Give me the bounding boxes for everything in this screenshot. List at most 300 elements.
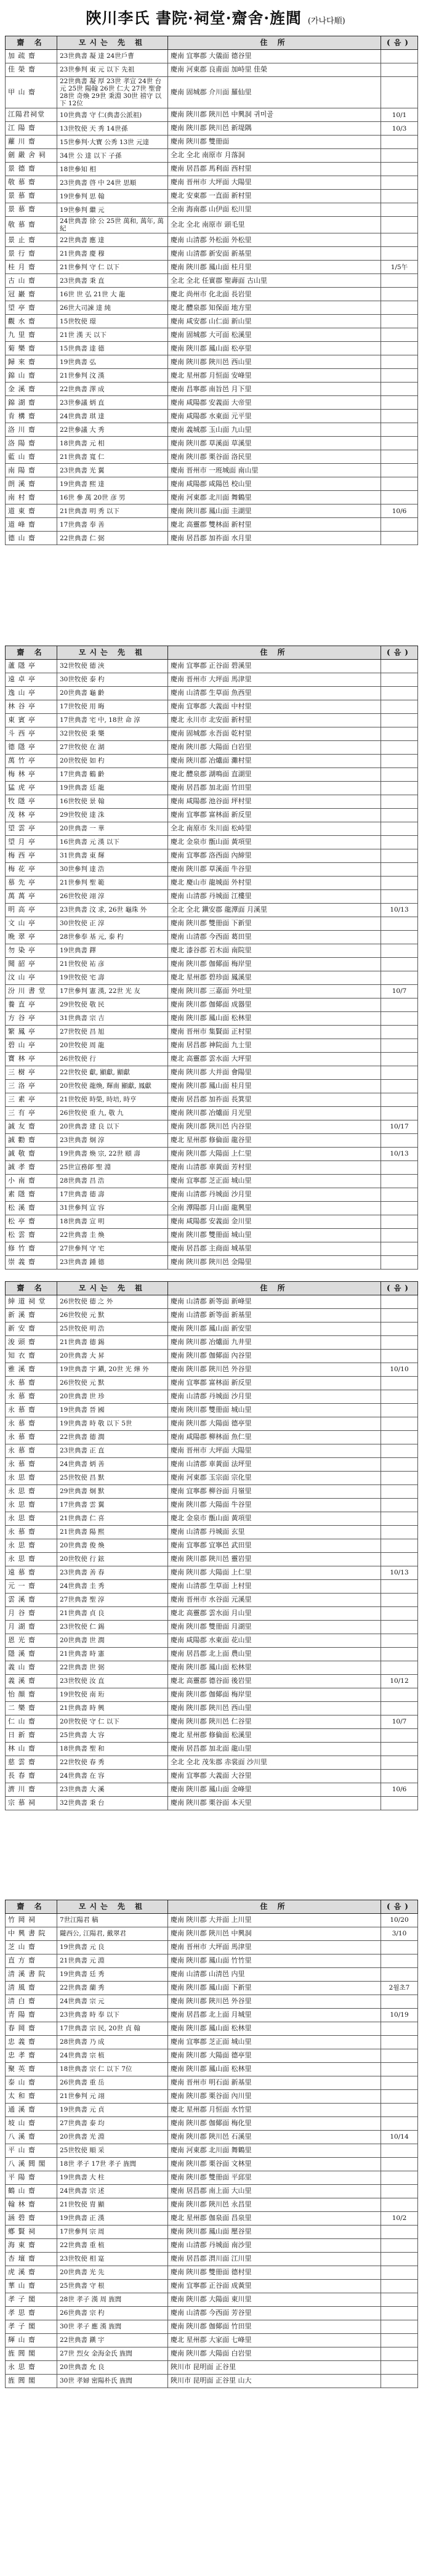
- ritual-date-cell: [381, 1797, 418, 1810]
- shrine-name-cell: 金 溪 齋: [6, 383, 57, 396]
- address-cell: 慶南 宜寧郡 大義面 大谷里: [168, 1770, 381, 1783]
- table-row: [6, 233, 418, 247]
- shrine-name-cell: 宗 慕 祠: [6, 1797, 57, 1810]
- ritual-date-cell: [381, 1093, 418, 1107]
- enshrined-ancestor-cell: 30世 孝子 應 漢 旌閭: [57, 2320, 168, 2334]
- header-name: 齋 名: [6, 1900, 57, 1914]
- ritual-date-cell: [381, 1242, 418, 1256]
- table-row: [6, 1322, 418, 1336]
- enshrined-ancestor-cell: 隴西公, 江陽君, 戴翠君: [57, 1927, 168, 1941]
- header-date: (음): [381, 646, 418, 660]
- ritual-date-cell: [381, 2090, 418, 2104]
- enshrined-ancestor-cell: 17世典書 德 壽: [57, 1188, 168, 1202]
- address-cell: 慶南 陜川郡 陜川邑 外谷里: [168, 1363, 381, 1377]
- ritual-date-cell: [381, 1188, 418, 1202]
- enshrined-ancestor-cell: 15世牧使 璟: [57, 315, 168, 328]
- table-row: [6, 1417, 418, 1431]
- table-row: [6, 944, 418, 958]
- shrine-name-cell: 孝 子 閣: [6, 2320, 57, 2334]
- shrine-name-cell: 江 陽 齋: [6, 122, 57, 136]
- enshrined-ancestor-cell: 21世牧使 祐 彦: [57, 958, 168, 971]
- enshrined-ancestor-cell: 23世典書 正 直: [57, 1444, 168, 1458]
- ritual-date-cell: [381, 2158, 418, 2171]
- table-row: [6, 1444, 418, 1458]
- shrine-name-cell: 永 慕 齋: [6, 1444, 57, 1458]
- ritual-date-cell: [381, 2076, 418, 2090]
- address-cell: 慶北 漆谷郡 若木面 南院里: [168, 944, 381, 958]
- table-row: [6, 504, 418, 518]
- address-cell: 慶南 晋州市 大坪面 大陽里: [168, 176, 381, 190]
- enshrined-ancestor-cell: 27世典書 聖 淳: [57, 1594, 168, 1607]
- shrine-name-cell: 牧 隱 亭: [6, 795, 57, 809]
- enshrined-ancestor-cell: 21世牧使 時榮, 時培, 時亨: [57, 1093, 168, 1107]
- shrine-name-cell: 繁 鳳 亭: [6, 1026, 57, 1039]
- enshrined-ancestor-cell: 23世典書 凝 達 24世戶曹: [57, 50, 168, 63]
- table-row: [6, 2320, 418, 2334]
- shrine-name-cell: 永 思 齋: [6, 1553, 57, 1566]
- enshrined-ancestor-cell: 21世 漢 天 以下: [57, 328, 168, 342]
- shrine-name-cell: 坡 山 齋: [6, 2117, 57, 2131]
- shrine-name-cell: 雅 溪 齋: [6, 1363, 57, 1377]
- header-location: 住 所: [168, 1900, 381, 1914]
- enshrined-ancestor-cell: 20世典書 光 先: [57, 2266, 168, 2280]
- enshrined-ancestor-cell: 18世典書 宗 仁 以下 7位: [57, 2063, 168, 2076]
- shrine-name-cell: 平 山 齋: [6, 2144, 57, 2158]
- table-row: [6, 755, 418, 768]
- ritual-date-cell: [381, 1322, 418, 1336]
- shrine-name-cell: 誠 友 齋: [6, 1120, 57, 1134]
- ritual-date-cell: [381, 1107, 418, 1120]
- table-row: [6, 355, 418, 369]
- shrine-name-cell: 錦 湖 齋: [6, 396, 57, 410]
- ritual-date-cell: [381, 2226, 418, 2239]
- enshrined-ancestor-cell: 25世牧使 昌 默: [57, 1472, 168, 1485]
- table-row: [6, 2334, 418, 2347]
- table-row: [6, 1336, 418, 1350]
- table-row: [6, 2009, 418, 2022]
- header-date: (음): [381, 1282, 418, 1295]
- table-row: [6, 1783, 418, 1797]
- shrine-name-cell: 勿 染 亭: [6, 944, 57, 958]
- enshrined-ancestor-cell: 27世牧使 昌 旭: [57, 1026, 168, 1039]
- enshrined-ancestor-cell: 19世典書 廷 龍: [57, 782, 168, 795]
- table-row: [6, 2266, 418, 2280]
- enshrined-ancestor-cell: 23世參判 東 元 以下 先祖: [57, 63, 168, 77]
- ritual-date-cell: [381, 532, 418, 545]
- shrine-name-cell: 明 高 亭: [6, 904, 57, 917]
- ritual-date-cell: [381, 863, 418, 877]
- address-cell: 慶南 宜寧郡 正谷面 碧溪里: [168, 660, 381, 673]
- enshrined-ancestor-cell: 23世典書 汶 求, 26世 龜珠 外: [57, 904, 168, 917]
- ritual-date-cell: [381, 1580, 418, 1594]
- shrine-name-cell: 汾 川 書 堂: [6, 985, 57, 998]
- enshrined-ancestor-cell: 19世典書 廷 秀: [57, 1968, 168, 1982]
- address-cell: 慶南 居昌郡 北上面 月城里: [168, 2009, 381, 2022]
- table-row: [6, 1053, 418, 1066]
- ritual-date-cell: [381, 2375, 418, 2388]
- table-row: [6, 727, 418, 741]
- address-cell: 慶南 咸陽郡 水東面 元平里: [168, 410, 381, 423]
- enshrined-ancestor-cell: 21世典書 明 秀 以下: [57, 504, 168, 518]
- address-cell: 慶南 咸陽郡 咸陽邑 校山里: [168, 477, 381, 491]
- enshrined-ancestor-cell: 22世典書 應 達: [57, 233, 168, 247]
- ritual-date-cell: [381, 1039, 418, 1053]
- address-cell: 慶南 山清郡 丹城面 江樓里: [168, 890, 381, 904]
- enshrined-ancestor-cell: 31世典書 東 輝: [57, 849, 168, 863]
- table-row: [6, 2063, 418, 2076]
- table-row: [6, 190, 418, 203]
- ritual-date-cell: [381, 301, 418, 315]
- table-row: [6, 998, 418, 1012]
- ritual-date-cell: [381, 1634, 418, 1648]
- table-row: [6, 849, 418, 863]
- enshrined-ancestor-cell: 27世 烈女 金海金氏 旌閭: [57, 2347, 168, 2361]
- address-cell: 慶南 固城郡 永吾面 乾村里: [168, 727, 381, 741]
- address-cell: 慶南 陜川郡 陜川邑 中興洞: [168, 1927, 381, 1941]
- page-title-note: (가나다順): [307, 17, 345, 26]
- enshrined-ancestor-cell: 21世典書 貞 良: [57, 1607, 168, 1621]
- shrine-name-cell: 敬 慕 齋: [6, 217, 57, 233]
- enshrined-ancestor-cell: 23世典書 炯 淳: [57, 1134, 168, 1148]
- ritual-date-cell: [381, 477, 418, 491]
- enshrined-ancestor-cell: 23世典書 善 春: [57, 1566, 168, 1580]
- enshrined-ancestor-cell: 13世牧使 天 秀 14世孫: [57, 122, 168, 136]
- enshrined-ancestor-cell: 32世牧使 秉 樂: [57, 727, 168, 741]
- address-cell: 慶南 山清郡 生草面 上村里: [168, 1580, 381, 1594]
- ritual-date-cell: [381, 958, 418, 971]
- ritual-date-cell: [381, 1661, 418, 1675]
- address-cell: 慶南 陜川郡 伽倻面 內谷里: [168, 1350, 381, 1363]
- ritual-date-cell: 10/10: [381, 1363, 418, 1377]
- address-cell: 慶南 陜川郡 陜川邑 石溪里: [168, 2131, 381, 2144]
- shrine-name-cell: 三 有 亭: [6, 1107, 57, 1120]
- table-row: [6, 328, 418, 342]
- ritual-date-cell: [381, 1161, 418, 1175]
- ritual-date-cell: [381, 1080, 418, 1093]
- shrine-name-cell: 月 谷 齋: [6, 1607, 57, 1621]
- ritual-date-cell: [381, 1336, 418, 1350]
- enshrined-ancestor-cell: 24世典書 宗 元: [57, 1995, 168, 2009]
- address-cell: 慶北 高靈郡 雙林面 新村里: [168, 518, 381, 532]
- shrine-name-cell: 東 賓 亭: [6, 714, 57, 727]
- ritual-date-cell: [381, 1256, 418, 1270]
- table-row: [6, 2280, 418, 2293]
- address-cell: 全北 全北 茂朱郡 赤裳面 沙川里: [168, 1756, 381, 1770]
- enshrined-ancestor-cell: 10世典書 守 仁(典書公派祖): [57, 108, 168, 122]
- shrine-name-cell: 新 安 齋: [6, 1322, 57, 1336]
- enshrined-ancestor-cell: 19世典書 鐸: [57, 944, 168, 958]
- shrine-name-cell: 永 慕 齋: [6, 1458, 57, 1472]
- header-location: 住 所: [168, 36, 381, 50]
- enshrined-ancestor-cell: 28世參奉 基 元, 泰 杓: [57, 931, 168, 944]
- enshrined-ancestor-cell: 20世典書 一 華: [57, 822, 168, 836]
- shrine-name-cell: 三 素 亭: [6, 1093, 57, 1107]
- ritual-date-cell: [381, 2239, 418, 2253]
- shrine-name-cell: 修 竹 齋: [6, 1242, 57, 1256]
- address-cell: 慶南 陜川郡 冶爐面 月光里: [168, 1107, 381, 1120]
- table-row: [6, 2036, 418, 2049]
- enshrined-ancestor-cell: 20世典書 允 良: [57, 2361, 168, 2375]
- shrine-name-cell: 中 興 書 院: [6, 1927, 57, 1941]
- ritual-date-cell: [381, 2334, 418, 2347]
- ritual-date-cell: [381, 1444, 418, 1458]
- shrine-name-cell: 遠 慕 齋: [6, 1566, 57, 1580]
- enshrined-ancestor-cell: 22世典書 德 潤: [57, 1431, 168, 1444]
- table-row: [6, 1743, 418, 1756]
- address-cell: 慶北 醴泉郡 知保面 地方里: [168, 301, 381, 315]
- shrine-name-cell: 斗 西 亭: [6, 727, 57, 741]
- enshrined-ancestor-cell: 26世牧使 元 默: [57, 1377, 168, 1390]
- address-cell: 慶南 咸陽郡 池谷面 坪村里: [168, 795, 381, 809]
- shrine-name-cell: 二 樂 齋: [6, 1702, 57, 1715]
- enshrined-ancestor-cell: 29世牧使 達 洙: [57, 809, 168, 822]
- ritual-date-cell: [381, 2253, 418, 2266]
- address-cell: 慶南 山清郡 新等面 新基里: [168, 1309, 381, 1322]
- shrine-name-cell: 錦 山 齋: [6, 369, 57, 383]
- table-row: [6, 1404, 418, 1417]
- shrine-name-cell: 誠 敬 齋: [6, 1148, 57, 1161]
- enshrined-ancestor-cell: 34世 公 達 以下 子孫: [57, 149, 168, 163]
- address-cell: 慶南 宜寧郡 富林面 新反里: [168, 809, 381, 822]
- shrine-name-cell: 太 和 齋: [6, 2090, 57, 2104]
- ritual-date-cell: [381, 1688, 418, 1702]
- shrine-name-cell: 寶 林 亭: [6, 1053, 57, 1066]
- shrine-name-cell: 景 慕 齋: [6, 203, 57, 217]
- ritual-date-cell: [381, 836, 418, 849]
- enshrined-ancestor-cell: 20世牧使 龍煥, 輝南 顯獻, 鳳獻: [57, 1080, 168, 1093]
- enshrined-ancestor-cell: 29世牧使 敬 民: [57, 998, 168, 1012]
- shrine-name-cell: 崇 義 齋: [6, 1256, 57, 1270]
- shrine-name-cell: 怡 顔 齋: [6, 1688, 57, 1702]
- address-cell: 慶南 陜川郡 鳳山面 松亭里: [168, 342, 381, 355]
- shrine-name-cell: 義 山 齋: [6, 1661, 57, 1675]
- address-cell: 慶南 陜川郡 大陽面 上仁里: [168, 1566, 381, 1580]
- ritual-date-cell: 10/13: [381, 1148, 418, 1161]
- ritual-date-cell: [381, 809, 418, 822]
- enshrined-ancestor-cell: 21世典書 德 錫: [57, 1336, 168, 1350]
- enshrined-ancestor-cell: 16世典書 元 漢 以下: [57, 836, 168, 849]
- ritual-date-cell: [381, 1743, 418, 1756]
- address-cell: 慶南 宜寧郡 宜寧邑 武田里: [168, 1539, 381, 1553]
- address-cell: 全南 海南郡 山伊面 松川里: [168, 203, 381, 217]
- enshrined-ancestor-cell: 19世典書 元 良: [57, 1941, 168, 1954]
- shrine-name-cell: 知 衣 齋: [6, 1350, 57, 1363]
- ritual-date-cell: [381, 1053, 418, 1066]
- ritual-date-cell: [381, 971, 418, 985]
- address-cell: 慶南 陜川郡 伽倻面 竹田里: [168, 2320, 381, 2334]
- ritual-date-cell: 10/7: [381, 985, 418, 998]
- enshrined-ancestor-cell: 20世牧使 行 鉉: [57, 1553, 168, 1566]
- ritual-date-cell: [381, 190, 418, 203]
- table-row: [6, 1995, 418, 2009]
- shrine-name-cell: 梅 花 亭: [6, 863, 57, 877]
- shrine-name-cell: 元 一 齋: [6, 1580, 57, 1594]
- table-row: [6, 2253, 418, 2266]
- shrine-name-cell: 永 慕 齋: [6, 1390, 57, 1404]
- address-cell: 慶南 陜川郡 雙冊面 德村里: [168, 2266, 381, 2280]
- enshrined-ancestor-cell: 27世參判 守 宅: [57, 1242, 168, 1256]
- address-cell: 慶南 陜川郡 雙冊面 城山里: [168, 1229, 381, 1242]
- table-row: [6, 1526, 418, 1539]
- address-cell: 慶南 山清郡 今西面 葛田里: [168, 931, 381, 944]
- shrine-name-cell: 忠 義 齋: [6, 2036, 57, 2049]
- table-row: [6, 1134, 418, 1148]
- shrine-name-cell: 晩 翠 亭: [6, 931, 57, 944]
- address-cell: 慶南 陜川郡 鳳山面 竹竹里: [168, 1954, 381, 1968]
- enshrined-ancestor-cell: 25世宣務郞 聖 淵: [57, 1161, 168, 1175]
- enshrined-ancestor-cell: 24世典書 宗 植: [57, 2049, 168, 2063]
- address-cell: 慶南 陜川郡 栗谷面 洛民里: [168, 450, 381, 464]
- page-title-text: 陜川李氏 書院·祠堂·齋舍·旌閭: [86, 9, 302, 27]
- address-cell: 慶南 山清郡 外松面 外松里: [168, 233, 381, 247]
- table-row: [6, 2076, 418, 2090]
- enshrined-ancestor-cell: 25世牧使 順 采: [57, 2144, 168, 2158]
- shrine-name-cell: 新 溪 齋: [6, 1309, 57, 1322]
- table-row: [6, 1012, 418, 1026]
- address-cell: 慶南 陜川郡 雙冊面 平邱里: [168, 2171, 381, 2185]
- enshrined-ancestor-cell: 18世 孝子 17世 孝子 旌閭: [57, 2158, 168, 2171]
- enshrined-ancestor-cell: 22世典書 世 弼: [57, 1661, 168, 1675]
- enshrined-ancestor-cell: 30世牧使 正 淳: [57, 917, 168, 931]
- ritual-date-cell: [381, 2307, 418, 2320]
- ritual-date-cell: [381, 491, 418, 504]
- table-row: [6, 1621, 418, 1634]
- enshrined-ancestor-cell: 24世典書 在 容: [57, 1770, 168, 1783]
- shrine-name-cell: 景 慕 齋: [6, 190, 57, 203]
- address-cell: 慶北 尚州市 化北面 長岩里: [168, 288, 381, 301]
- ritual-date-cell: [381, 768, 418, 782]
- ritual-date-cell: [381, 1417, 418, 1431]
- table-row: [6, 2131, 418, 2144]
- ritual-date-cell: [381, 2022, 418, 2036]
- ritual-date-cell: [381, 2361, 418, 2375]
- enshrined-ancestor-cell: 18世典書 聖 和: [57, 1743, 168, 1756]
- shrine-name-cell: 茂 林 亭: [6, 809, 57, 822]
- address-cell: 慶南 固城郡 介川面 羅仙里: [168, 77, 381, 108]
- shrine-name-cell: 素 隱 齋: [6, 1188, 57, 1202]
- table-row: [6, 917, 418, 931]
- enshrined-ancestor-cell: 19世牧使 南 珩: [57, 1688, 168, 1702]
- table-row: [6, 1968, 418, 1982]
- shrine-name-cell: 望 月 亭: [6, 836, 57, 849]
- shrine-name-cell: 德 山 齋: [6, 532, 57, 545]
- ritual-date-cell: [381, 660, 418, 673]
- shrine-name-cell: 隱 溪 齋: [6, 1648, 57, 1661]
- enshrined-ancestor-cell: 24世典書 宗 述: [57, 2185, 168, 2198]
- address-cell: 慶南 晋州市 水谷面 元溪里: [168, 1594, 381, 1607]
- ritual-date-cell: [381, 1621, 418, 1634]
- table-row: [6, 782, 418, 795]
- address-cell: 慶北 星州郡 月恒面 安峰里: [168, 369, 381, 383]
- enshrined-ancestor-cell: 23世典書 時 奉 以下: [57, 2009, 168, 2022]
- table-row: [6, 2117, 418, 2131]
- ritual-date-cell: [381, 1648, 418, 1661]
- address-cell: 慶南 陜川郡 大陽面 德亭里: [168, 2049, 381, 2063]
- table-row: [6, 1702, 418, 1715]
- ritual-date-cell: [381, 203, 418, 217]
- enshrined-ancestor-cell: 21世牧使 胄 顯: [57, 2198, 168, 2212]
- shrine-name-cell: 林 谷 亭: [6, 700, 57, 714]
- ritual-date-cell: [381, 396, 418, 410]
- shrine-name-cell: 永 思 齋: [6, 1485, 57, 1499]
- header-enshrined: 모시는 先 祖: [57, 36, 168, 50]
- shrine-name-cell: 佳 榮 齋: [6, 63, 57, 77]
- shrine-name-cell: 雲 溪 齋: [6, 1594, 57, 1607]
- shrine-name-cell: 八 溪 齋: [6, 2131, 57, 2144]
- shrine-name-cell: 道 峰 齋: [6, 518, 57, 532]
- address-cell: 慶南 陜川郡 鳳山面 金峰里: [168, 1783, 381, 1797]
- ritual-date-cell: [381, 2036, 418, 2049]
- address-cell: 慶南 陜川郡 陜川邑 靈岩里: [168, 1553, 381, 1566]
- address-cell: 慶南 宜寧郡 大義面 中村里: [168, 700, 381, 714]
- ritual-date-cell: [381, 998, 418, 1012]
- address-cell: 慶南 山清郡 丹城面 玄里: [168, 1526, 381, 1539]
- table-header-row: [6, 1282, 418, 1295]
- ritual-date-cell: [381, 50, 418, 63]
- shrine-name-cell: 松 亭 齋: [6, 1215, 57, 1229]
- ritual-date-cell: [381, 1134, 418, 1148]
- table-row: [6, 437, 418, 450]
- shrine-name-cell: 月 湖 齋: [6, 1621, 57, 1634]
- ritual-date-cell: [381, 1539, 418, 1553]
- ritual-date-cell: [381, 877, 418, 890]
- shrine-name-cell: 三 洛 亭: [6, 1080, 57, 1093]
- shrine-name-cell: 景 行 齋: [6, 247, 57, 261]
- address-cell: 慶南 居昌郡 加北面 龍山里: [168, 1743, 381, 1756]
- table-row: [6, 1566, 418, 1580]
- address-cell: 慶南 山清郡 山清邑 内里: [168, 1968, 381, 1982]
- ritual-date-cell: [381, 450, 418, 464]
- address-cell: 慶北 金泉市 甑山面 黃項里: [168, 1512, 381, 1526]
- enshrined-ancestor-cell: 25世典書 大 容: [57, 1729, 168, 1743]
- table-row: [6, 2049, 418, 2063]
- enshrined-ancestor-cell: 26世牧使 翊 淳: [57, 890, 168, 904]
- address-cell: 慶南 晋州市 集賢面 正村里: [168, 1026, 381, 1039]
- shrine-name-cell: 九 里 齋: [6, 328, 57, 342]
- table-row: [6, 1485, 418, 1499]
- ritual-date-cell: [381, 1066, 418, 1080]
- enshrined-ancestor-cell: 30世 孝婦 密陽朴氏 旌閭: [57, 2375, 168, 2388]
- table-row: [6, 217, 418, 233]
- ritual-date-cell: [381, 410, 418, 423]
- address-cell: 陜川市 昆明面 正谷里 山大: [168, 2375, 381, 2388]
- table-row: [6, 1580, 418, 1594]
- table-row: [6, 1215, 418, 1229]
- shrine-name-cell: 長 春 齋: [6, 1770, 57, 1783]
- enshrined-ancestor-cell: 15世參判·大寶 公秀 13世 元達: [57, 136, 168, 149]
- table-row: [6, 1982, 418, 1995]
- shrine-name-cell: 敬 慕 齋: [6, 176, 57, 190]
- enshrined-ancestor-cell: 17世典書 鶴 齡: [57, 768, 168, 782]
- address-cell: 慶南 居昌郡 渭川面 江川里: [168, 2253, 381, 2266]
- ritual-date-cell: [381, 1175, 418, 1188]
- header-name: 齋 名: [6, 1282, 57, 1295]
- table-row: [6, 369, 418, 383]
- address-cell: 慶南 宜寧郡 富林面 新反里: [168, 1377, 381, 1390]
- table-row: [6, 1148, 418, 1161]
- table-row: [6, 1458, 418, 1472]
- address-cell: 慶南 居昌郡 南上面 大山里: [168, 2185, 381, 2198]
- shrine-name-cell: 三 樹 亭: [6, 1066, 57, 1080]
- shrine-name-cell: 逸 山 亭: [6, 687, 57, 700]
- shrine-name-cell: 梅 林 亭: [6, 768, 57, 782]
- address-cell: 慶南 陜川郡 大陽面 牛谷里: [168, 1499, 381, 1512]
- address-cell: 慶南 山清郡 生草面 魚西里: [168, 687, 381, 700]
- enshrined-ancestor-cell: 19世參判 繼 元: [57, 203, 168, 217]
- address-cell: 慶南 陜川郡 鳳山面 圭湖里: [168, 504, 381, 518]
- ritual-date-cell: [381, 917, 418, 931]
- address-cell: 慶南 居昌郡 加祚面 長箕里: [168, 1093, 381, 1107]
